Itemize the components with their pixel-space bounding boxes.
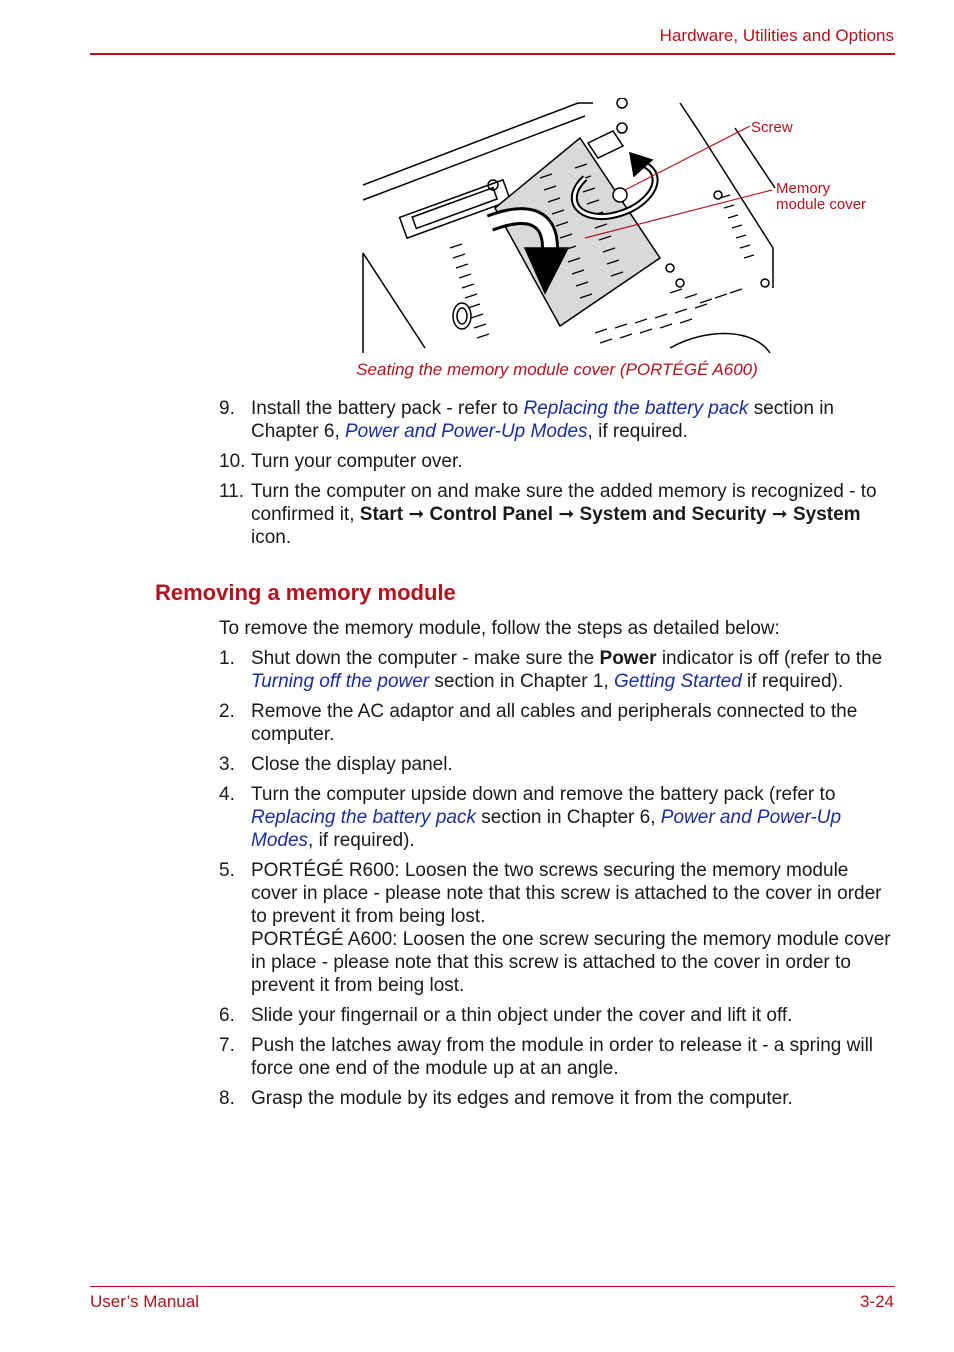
list-item: [219, 700, 899, 746]
step-number: 7.: [219, 1035, 235, 1056]
list-item: [219, 1087, 899, 1110]
list-item: [219, 783, 899, 852]
memory-cover-label-line2: module cover: [776, 196, 867, 213]
link-getting-started[interactable]: Getting Started: [613, 671, 742, 692]
memory-cover-illustration: [340, 98, 900, 353]
list-item: [219, 753, 899, 776]
step-number: 9.: [219, 398, 235, 419]
step-number: 6.: [219, 1005, 235, 1026]
list-item: [219, 397, 899, 443]
step-text: , if required).: [308, 830, 415, 851]
link-power-modes[interactable]: Power and Power-Up Modes: [251, 807, 842, 851]
power-keyword: Power: [599, 648, 657, 669]
step-text: Close the display panel.: [251, 754, 453, 775]
step-text: Turn the computer on and make sure the added memory is recognized - to confirmed it,: [251, 481, 877, 525]
step-text-a600: PORTÉGÉ A600: Loosen the one screw securing the memory module cover in place - please note that this screw is attached to the cover in order to prevent it from being lost.: [251, 929, 891, 996]
step-number: 8.: [219, 1088, 235, 1109]
step-text: section in Chapter 1,: [429, 671, 614, 692]
section-intro: To remove the memory module, follow the steps as detailed below:: [219, 618, 780, 639]
install-steps-list: [219, 397, 899, 556]
step-text: Install the battery pack - refer to: [251, 398, 524, 419]
step-text: Turn the computer upside down and remove the battery pack (refer to: [251, 784, 836, 805]
step-text: section in Chapter 6,: [475, 807, 661, 828]
footer-manual-title: User’s Manual: [90, 1292, 199, 1311]
step-number: 1.: [219, 648, 235, 669]
menu-path-start: Start: [359, 504, 404, 525]
link-replacing-battery-pack[interactable]: Replacing the battery pack: [251, 807, 476, 828]
step-text: Push the latches away from the module in order to release it - a spring will force one end of the module up at an angle.: [251, 1035, 874, 1079]
arrow-icon: ➞: [403, 504, 430, 525]
step-number: 2.: [219, 701, 235, 722]
step-number: 4.: [219, 784, 235, 805]
step-text: Turn your computer over.: [251, 451, 463, 472]
step-text: icon.: [251, 527, 292, 548]
step-number: 3.: [219, 754, 235, 775]
list-item: [219, 480, 899, 549]
step-text: Slide your fingernail or a thin object under the cover and lift it off.: [251, 1005, 793, 1026]
header-title: Hardware, Utilities and Options: [659, 26, 894, 45]
remove-steps-list: [219, 647, 899, 1117]
list-item: [219, 450, 899, 473]
step-text: Grasp the module by its edges and remove it from the computer.: [251, 1088, 793, 1109]
list-item: [219, 859, 899, 997]
footer-rule: [90, 1286, 895, 1287]
step-text: section in Chapter 6,: [251, 398, 834, 442]
screw-label: Screw: [751, 119, 793, 136]
step-number: 5.: [219, 860, 235, 881]
list-item: [219, 647, 899, 693]
section-title: Removing a memory module: [155, 580, 456, 605]
list-item: [219, 1034, 899, 1080]
list-item: [219, 1004, 899, 1027]
step-number: 10.: [219, 451, 246, 472]
figure-caption: Seating the memory module cover (PORTÉGÉ A600): [356, 360, 758, 379]
step-text: , if required.: [587, 421, 688, 442]
link-power-modes[interactable]: Power and Power-Up Modes: [345, 421, 588, 442]
step-text: Remove the AC adaptor and all cables and peripherals connected to the computer.: [251, 701, 858, 745]
step-text: if required).: [741, 671, 844, 692]
menu-path-system-security: System and Security: [579, 504, 767, 525]
step-number: 11.: [219, 481, 245, 502]
link-replacing-battery-pack[interactable]: Replacing the battery pack: [523, 398, 749, 419]
step-text: indicator is off (refer to the: [656, 648, 883, 669]
step-text: Shut down the computer - make sure the: [251, 648, 600, 669]
arrow-icon: ➞: [766, 504, 793, 525]
page-number: 3-24: [859, 1292, 894, 1311]
memory-cover-label-line1: Memory: [776, 180, 831, 197]
link-turning-off-power[interactable]: Turning off the power: [251, 671, 430, 692]
arrow-icon: ➞: [553, 504, 580, 525]
menu-path-system: System: [792, 504, 861, 525]
header-rule: [90, 53, 895, 55]
step-text-r600: PORTÉGÉ R600: Loosen the two screws securing the memory module cover in place - please note that this screw is attached to the cover in order to prevent it from being lost.: [251, 860, 882, 927]
menu-path-control-panel: Control Panel: [429, 504, 554, 525]
